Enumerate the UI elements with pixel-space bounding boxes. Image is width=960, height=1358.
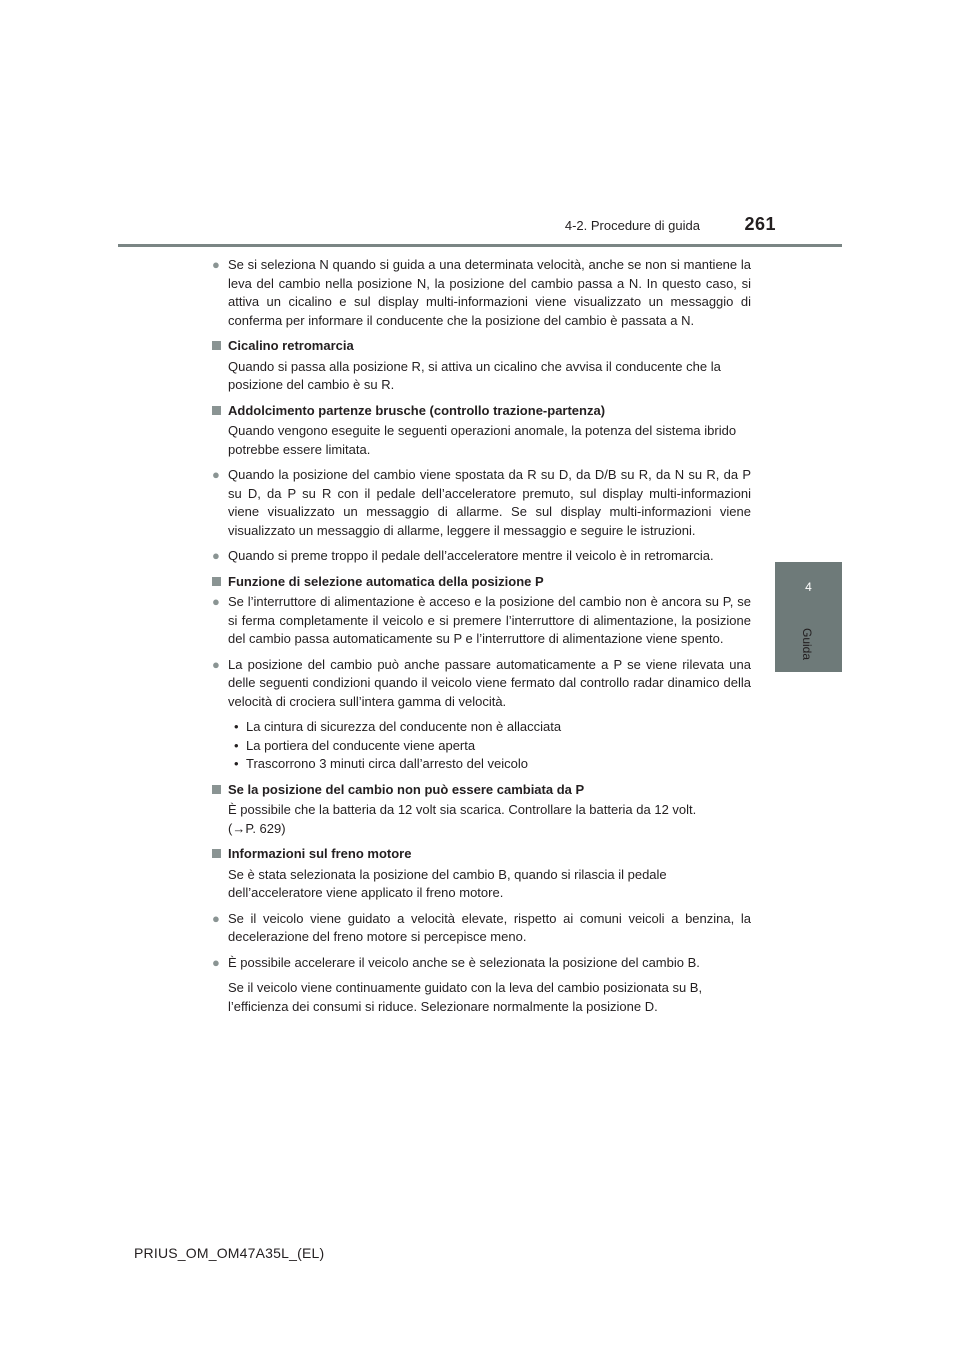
section-heading-text: Se la posizione del cambio non può essere cambiata da P bbox=[228, 781, 585, 797]
bullet-item bbox=[211, 547, 751, 566]
sub-list-item bbox=[228, 737, 751, 756]
sub-list-item bbox=[228, 718, 751, 737]
chapter-tab-label-wrap bbox=[786, 628, 826, 678]
section-heading bbox=[211, 337, 751, 356]
document-code: PRIUS_OM_OM47A35L_(EL) bbox=[134, 1245, 325, 1261]
section-square-icon bbox=[212, 785, 221, 794]
bullet-item bbox=[211, 910, 751, 947]
sub-list-text: La portiera del conducente viene aperta bbox=[246, 737, 476, 753]
bullet-dot-icon: ● bbox=[212, 910, 220, 926]
bullet-item bbox=[211, 656, 751, 712]
sub-bullet-icon: • bbox=[234, 756, 239, 771]
section-heading-text: Cicalino retromarcia bbox=[228, 338, 354, 353]
bullet-dot-icon: ● bbox=[212, 656, 220, 672]
header-divider bbox=[118, 244, 842, 247]
paragraph: Se è stata selezionata la posizione del cambio B, quando si rilascia il pedale dell’acceleratore viene applicato il freno motore. bbox=[228, 866, 667, 900]
paragraph: Se il veicolo viene continuamente guidato con la leva del cambio posizionata su B, l’efficienza dei consumi si riduce. Selezionare normalmente la posizione D. bbox=[228, 980, 703, 1014]
chapter-tab-label: Guida bbox=[800, 628, 814, 661]
paragraph-text: È possibile che la batteria da 12 volt sia scarica. Controllare la batteria da 12 volt. bbox=[228, 802, 697, 817]
section-heading bbox=[211, 573, 751, 592]
bullet-text: Quando la posizione del cambio viene spostata da R su D, da D/B su R, da N su R, da P su D, da P su R con il pedale dell’acceleratore premuto, sul display multi-informazioni viene visualizzato un messaggio di allarme. Se sul display multi-informazioni viene visualizzato un messaggio di allarme, leggere il messaggio e seguire le istruzioni. bbox=[228, 467, 751, 538]
bullet-dot-icon: ● bbox=[212, 548, 220, 563]
bullet-item bbox=[211, 593, 751, 649]
chapter-tab-number: 4 bbox=[805, 580, 812, 594]
sub-list-text: Trascorrono 3 minuti circa dall’arresto del veicolo bbox=[246, 756, 529, 771]
section-heading-text: Addolcimento partenze brusche (controllo trazione-partenza) bbox=[228, 402, 606, 418]
header-section-title: 4-2. Procedure di guida bbox=[564, 218, 700, 233]
bullet-text: Quando si preme troppo il pedale dell’acceleratore mentre il veicolo è in retromarcia. bbox=[228, 548, 714, 563]
bullet-dot-icon: ● bbox=[212, 954, 220, 970]
bullet-text: La posizione del cambio può anche passare automaticamente a P se viene rilevata una delle seguenti condizioni quando il veicolo viene fermato dal controllo radar dinamico della velocità di crociera sull’intera gamma di velocità. bbox=[228, 656, 751, 709]
paragraph bbox=[211, 801, 751, 838]
sub-bullet-icon: • bbox=[234, 737, 239, 753]
bullet-text: Se l’interruttore di alimentazione è acceso e la posizione del cambio non è ancora su P, se si ferma completamente il veicolo e si premere l’interruttore di alimentazione, la posizione del cambio passa automaticamente su P e l’interruttore di alimentazione viene spento. bbox=[228, 594, 751, 646]
bullet-dot-icon: ● bbox=[212, 467, 220, 482]
section-square-icon bbox=[212, 406, 221, 415]
bullet-item bbox=[211, 954, 751, 973]
page-reference-link[interactable]: (→P. 629) bbox=[228, 820, 286, 836]
sub-bullet-icon: • bbox=[234, 719, 239, 734]
sub-list bbox=[211, 718, 751, 774]
bullet-dot-icon: ● bbox=[212, 257, 220, 272]
sub-list-item bbox=[228, 755, 751, 774]
section-heading bbox=[211, 402, 751, 421]
section-square-icon bbox=[212, 341, 221, 350]
bullet-dot-icon: ● bbox=[212, 594, 220, 609]
section-heading-text: Funzione di selezione automatica della posizione P bbox=[228, 573, 544, 589]
paragraph: Quando si passa alla posizione R, si attiva un cicalino che avvisa il conducente che la posizione del cambio è su R. bbox=[228, 358, 721, 392]
bullet-text: Se il veicolo viene guidato a velocità elevate, rispetto ai comuni veicoli a benzina, la decelerazione del freno motore si percepisce meno. bbox=[228, 910, 751, 944]
bullet-item bbox=[211, 256, 751, 330]
page-number: 261 bbox=[744, 214, 776, 234]
bullet-item bbox=[211, 466, 751, 540]
section-square-icon bbox=[212, 849, 221, 858]
section-square-icon bbox=[212, 577, 221, 586]
section-heading bbox=[211, 781, 751, 800]
paragraph: Quando vengono eseguite le seguenti operazioni anomale, la potenza del sistema ibrido potrebbe essere limitata. bbox=[228, 423, 737, 457]
bullet-text: È possibile accelerare il veicolo anche se è selezionata la posizione del cambio B. bbox=[228, 954, 700, 970]
section-heading bbox=[211, 845, 751, 864]
sub-list-text: La cintura di sicurezza del conducente non è allacciata bbox=[246, 719, 562, 734]
section-heading-text: Informazioni sul freno motore bbox=[228, 846, 412, 861]
main-content bbox=[211, 256, 751, 1023]
bullet-text: Se si seleziona N quando si guida a una determinata velocità, anche se non si mantiene la leva del cambio nella posizione N, la posizione del cambio passa a N. In questo caso, si attiva un cicalino e sul display multi-informazioni viene visualizzato un messaggio di conferma per informare il conducente che la posizione del cambio è passata a N. bbox=[228, 257, 751, 328]
